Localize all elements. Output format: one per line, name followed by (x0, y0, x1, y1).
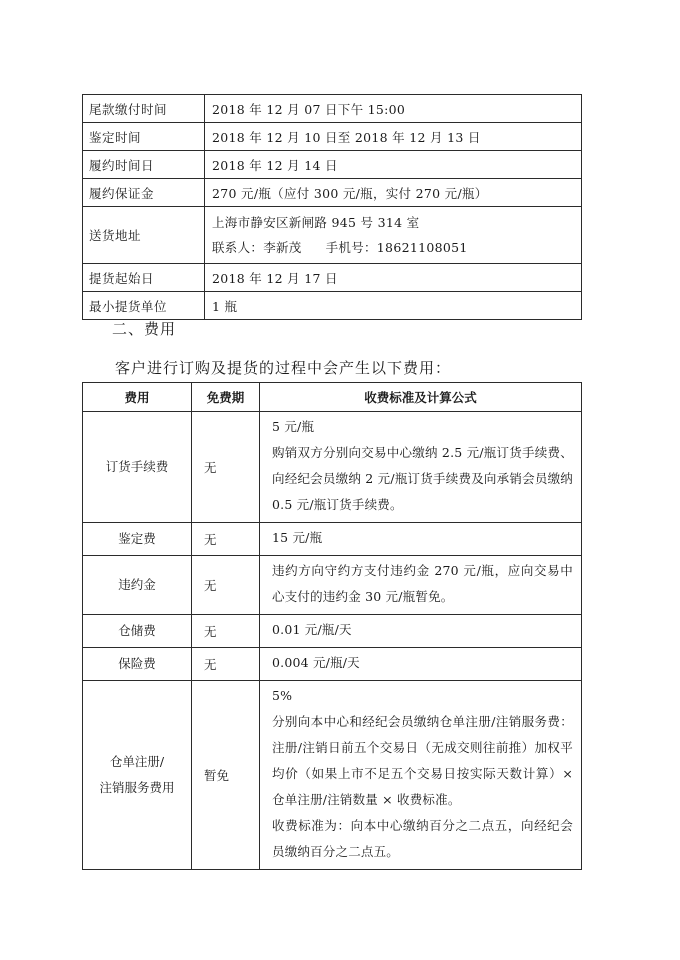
row-value: 2018 年 12 月 07 日下午 15:00 (205, 95, 582, 123)
fee-name-line: 注销服务费用 (99, 780, 175, 795)
row-label: 履约时间日 (83, 151, 205, 179)
fee-standard (260, 523, 582, 556)
row-value: 2018 年 12 月 10 日至 2018 年 12 月 13 日 (205, 123, 582, 151)
fee-name: 保险费 (83, 648, 192, 681)
row-value: 1 瓶 (205, 292, 582, 320)
standard-line: 分别向本中心和经纪会员缴纳仓单注册/注销服务费：注册/注销日前五个交易日（无成交则往前推）加权平均价（如果上市不足五个交易日按实际天数计算）× 仓单注册/注销数量 × 收费标准。 (272, 714, 573, 807)
fee-free-period: 无 (192, 556, 260, 615)
fee-standard (260, 648, 582, 681)
header-fee: 费用 (83, 383, 192, 412)
row-label: 送货地址 (83, 207, 205, 264)
table-row (83, 648, 582, 681)
row-label: 鉴定时间 (83, 123, 205, 151)
fee-free-period: 无 (192, 615, 260, 648)
fee-name-line: 仓单注册/ (109, 754, 165, 769)
standard-line: 0.01 元/瓶/天 (272, 622, 352, 637)
table-row (83, 151, 582, 179)
fee-free-period: 无 (192, 648, 260, 681)
row-value: 270 元/瓶（应付 300 元/瓶，实付 270 元/瓶） (205, 179, 582, 207)
standard-line: 违约方向守约方支付违约金 270 元/瓶，应向交易中心支付的违约金 30 元/瓶暂免。 (272, 563, 573, 604)
fee-standard (260, 556, 582, 615)
table-row (83, 556, 582, 615)
table-row (83, 292, 582, 320)
table-row (83, 523, 582, 556)
standard-line: 5 元/瓶 (272, 419, 315, 434)
fee-free-period: 暂免 (192, 681, 260, 870)
table-row (83, 615, 582, 648)
row-label: 尾款缴付时间 (83, 95, 205, 123)
delivery-info-table (82, 94, 582, 320)
row-label: 履约保证金 (83, 179, 205, 207)
standard-line: 购销双方分别向交易中心缴纳 2.5 元/瓶订货手续费、向经纪会员缴纳 2 元/瓶订货手续费及向承销会员缴纳 0.5 元/瓶订货手续费。 (272, 445, 573, 512)
contact-phone: 手机号：18621108051 (325, 240, 468, 255)
row-value: 2018 年 12 月 17 日 (205, 264, 582, 292)
section-heading: 二、费用 (112, 320, 177, 338)
standard-line: 15 元/瓶 (272, 530, 323, 545)
table-row (83, 264, 582, 292)
fee-name: 仓储费 (83, 615, 192, 648)
row-label: 提货起始日 (83, 264, 205, 292)
fee-table (82, 382, 582, 870)
fee-name: 订货手续费 (83, 412, 192, 523)
section-intro: 客户进行订购及提货的过程中会产生以下费用： (115, 359, 452, 377)
address-cell (205, 207, 582, 264)
table-header-row (83, 383, 582, 412)
address-text: 上海市静安区新闸路 945 号 314 室 (212, 215, 420, 230)
fee-free-period: 无 (192, 523, 260, 556)
contact-line (212, 235, 575, 260)
fee-name: 鉴定费 (83, 523, 192, 556)
header-free-period: 免费期 (192, 383, 260, 412)
table-row (83, 207, 582, 264)
header-standard: 收费标准及计算公式 (260, 383, 582, 412)
standard-line: 收费标准为：向本中心缴纳百分之二点五，向经纪会员缴纳百分之二点五。 (272, 818, 573, 859)
fee-name: 违约金 (83, 556, 192, 615)
table-row (83, 412, 582, 523)
fee-standard (260, 412, 582, 523)
fee-standard (260, 681, 582, 870)
fee-free-period: 无 (192, 412, 260, 523)
standard-line: 0.004 元/瓶/天 (272, 655, 360, 670)
table-row (83, 179, 582, 207)
table-row (83, 95, 582, 123)
table-row (83, 681, 582, 870)
fee-name (83, 681, 192, 870)
contact-name: 联系人：李新茂 (212, 240, 302, 255)
fee-standard (260, 615, 582, 648)
row-value: 2018 年 12 月 14 日 (205, 151, 582, 179)
table-row (83, 123, 582, 151)
row-label: 最小提货单位 (83, 292, 205, 320)
standard-line: 5% (272, 688, 293, 703)
